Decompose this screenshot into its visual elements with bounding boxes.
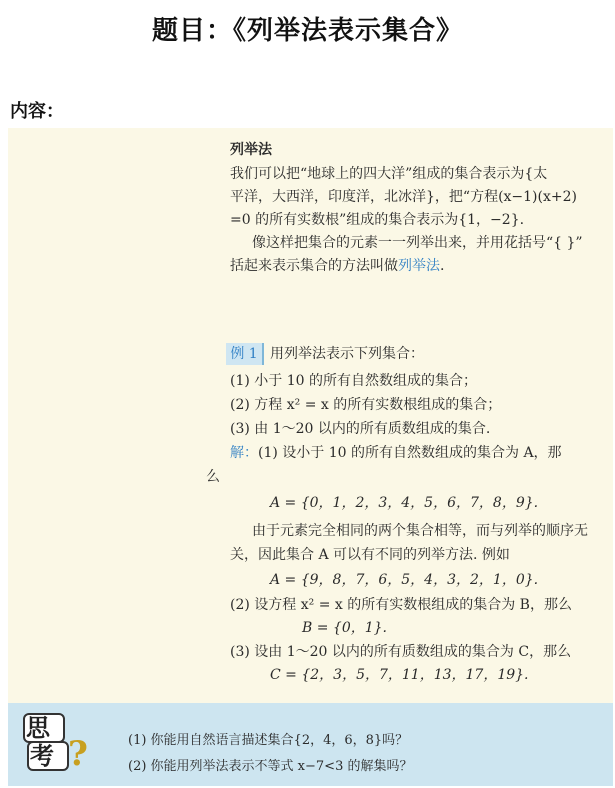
example-prompt: 用列举法表示下列集合： — [270, 346, 424, 362]
example-tag: 例 1 — [226, 343, 264, 365]
para1-line3: =0 的所有实数根”组成的集合表示为{1，−2}. — [230, 212, 525, 228]
solution-1-line1: (1) 设小于 10 的所有自然数组成的集合为 A，那 — [258, 445, 562, 461]
think-question-1: (1) 你能用自然语言描述集合{2，4，6，8}吗？ — [128, 733, 409, 748]
textbook-page — [8, 128, 613, 786]
solution-3-line1: (3) 设由 1～20 以内的所有质数组成的集合为 C，那么 — [230, 644, 572, 660]
para1-line1: 我们可以把“地球上的四大洋”组成的集合表示为{太 — [230, 166, 548, 182]
para2-line1: 像这样把集合的元素一一列举出来，并用花括号“{ }” — [252, 235, 583, 251]
think-question-2: (2) 你能用列举法表示不等式 x−7<3 的解集吗？ — [128, 759, 413, 774]
section-heading: 列举法 — [230, 142, 272, 158]
para2-prefix: 括起来表示集合的方法叫做 — [230, 258, 398, 274]
para2-suffix: . — [440, 258, 445, 274]
page-title: 题目：《列举法表示集合》 — [151, 16, 463, 46]
solution-part-1 — [230, 444, 562, 462]
solution-1-note2: 关，因此集合 A 可以有不同的列举方法. 例如 — [230, 547, 510, 563]
solution-1-line2: 么 — [206, 469, 220, 485]
solution-1-note1: 由于元素完全相同的两个集合相等，而与列举的顺序无 — [252, 523, 588, 539]
example-item-1: (1) 小于 10 的所有自然数组成的集合； — [230, 373, 477, 389]
solution-2-line1: (2) 设方程 x² = x 的所有实数根组成的集合为 B，那么 — [230, 597, 572, 613]
think-char-1: 思 — [26, 713, 50, 742]
solution-3-formula: C = {2，3，5，7，11，13，17，19}. — [270, 667, 529, 683]
solution-1-formula2: A = {9，8，7，6，5，4，3，2，1，0}. — [270, 572, 539, 588]
solution-1-formula: A = {0，1，2，3，4，5，6，7，8，9}. — [270, 495, 539, 511]
think-char-2: 考 — [30, 741, 54, 770]
example-item-3: (3) 由 1～20 以内的所有质数组成的集合. — [230, 421, 491, 437]
term-enumeration-method: 列举法 — [398, 258, 440, 274]
solution-label: 解： — [230, 445, 258, 461]
think-question-mark: ? — [68, 734, 88, 774]
solution-2-formula: B = {0，1}. — [302, 620, 387, 636]
content-label: 内容： — [10, 101, 64, 122]
para1-line2: 平洋，大西洋，印度洋，北冰洋}，把“方程(x−1)(x+2) — [230, 189, 577, 205]
para2-line2 — [230, 257, 444, 275]
example-item-2: (2) 方程 x² = x 的所有实数根组成的集合； — [230, 397, 502, 413]
